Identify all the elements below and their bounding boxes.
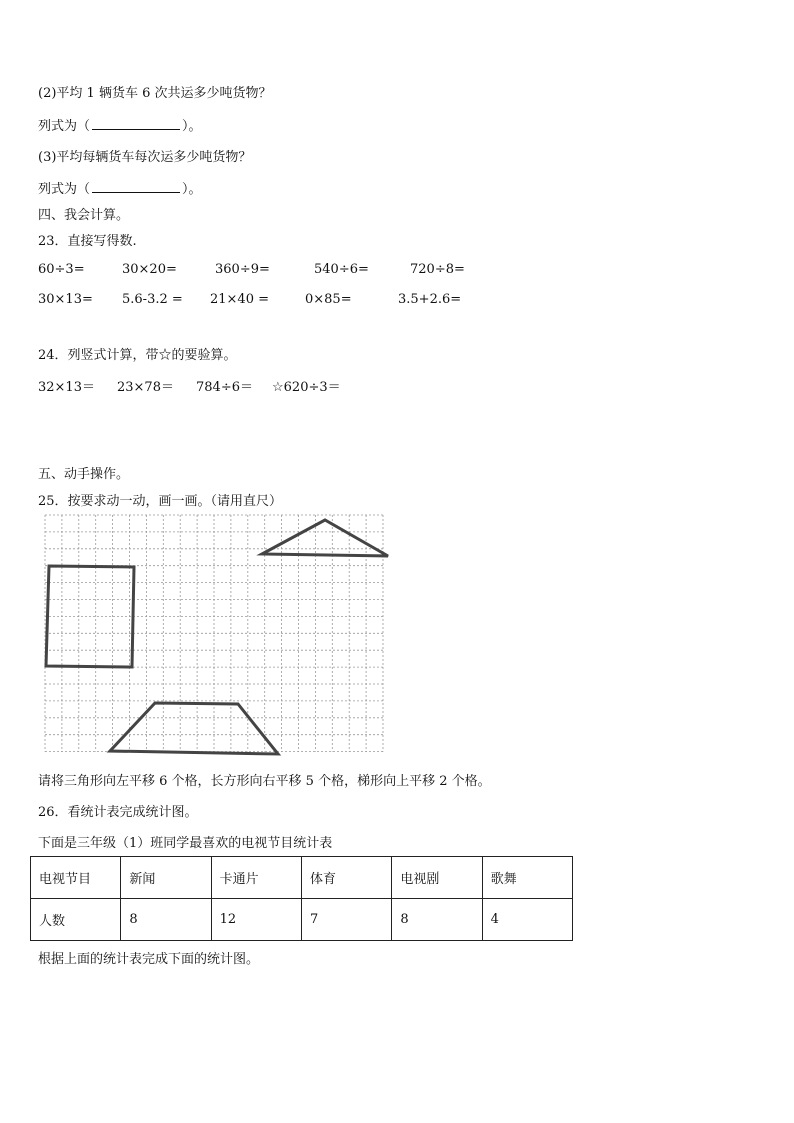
- q2-formula-suffix: ）。: [182, 119, 202, 134]
- q2-answer-blank[interactable]: [92, 117, 180, 130]
- q23-title: 23．直接写得数.: [38, 234, 137, 249]
- table-cell: 8: [121, 899, 211, 941]
- table-cell: 8: [392, 899, 482, 941]
- q24-item: 32×13＝: [38, 380, 95, 395]
- table-cell: 12: [211, 899, 301, 941]
- section4-heading: 四、我会计算。: [38, 208, 130, 223]
- table-cell: 人数: [31, 899, 121, 941]
- q24-item: 784÷6＝: [196, 380, 253, 395]
- q2-formula: [38, 115, 202, 134]
- table-cell: 4: [482, 899, 572, 941]
- table-cell: 歌舞: [482, 857, 572, 899]
- table-cell: 7: [301, 899, 391, 941]
- table-cell: 电视剧: [392, 857, 482, 899]
- q26-after-text: 根据上面的统计表完成下面的统计图。: [38, 952, 260, 967]
- table-cell: 体育: [301, 857, 391, 899]
- q25-instruction: 请将三角形向左平移 6 个格，长方形向右平移 5 个格，梯形向上平移 2 个格。: [38, 774, 491, 789]
- q3-answer-blank[interactable]: [92, 180, 180, 193]
- q26-title: 26．看统计表完成统计图。: [38, 805, 198, 820]
- q24-item: 23×78＝: [117, 380, 174, 395]
- table-cell: 新闻: [121, 857, 211, 899]
- q3-formula: [38, 178, 202, 197]
- q23-item: 360÷9=: [215, 262, 270, 277]
- table-row: [31, 899, 573, 941]
- q2-question: (2)平均 1 辆货车 6 次共运多少吨货物？: [38, 86, 272, 101]
- q24-title: 24．列竖式计算，带☆的要验算。: [38, 348, 237, 363]
- q23-item: 30×20=: [122, 262, 177, 277]
- grid-figure[interactable]: [40, 510, 396, 762]
- q23-item: 21×40 =: [210, 292, 270, 307]
- section5-heading: 五、动手操作。: [38, 467, 130, 482]
- q23-item: 30×13=: [38, 292, 93, 307]
- q25-title: 25．按要求动一动，画一画。（请用直尺）: [38, 494, 283, 509]
- q24-item: ☆620÷3＝: [272, 380, 341, 395]
- q3-question: (3)平均每辆货车每次运多少吨货物？: [38, 150, 252, 165]
- dotted-grid: [45, 515, 383, 752]
- table-header-row: [31, 857, 573, 899]
- table-cell: 卡通片: [211, 857, 301, 899]
- q23-item: 60÷3=: [38, 262, 85, 277]
- q23-item: 5.6-3.2 =: [122, 292, 183, 307]
- q23-item: 0×85=: [305, 292, 352, 307]
- triangle-shape: [262, 520, 388, 556]
- q3-formula-suffix: ）。: [182, 182, 202, 197]
- tv-program-stat-table: [30, 856, 573, 941]
- q2-formula-prefix: 列式为（: [38, 119, 91, 134]
- table-caption: 下面是三年级（1）班同学最喜欢的电视节目统计表: [38, 836, 333, 851]
- q23-item: 3.5+2.6=: [398, 292, 462, 307]
- trapezoid-shape: [110, 703, 278, 754]
- q3-formula-prefix: 列式为（: [38, 182, 91, 197]
- table-cell: 电视节目: [31, 857, 121, 899]
- q23-item: 720÷8=: [410, 262, 465, 277]
- q23-item: 540÷6=: [314, 262, 369, 277]
